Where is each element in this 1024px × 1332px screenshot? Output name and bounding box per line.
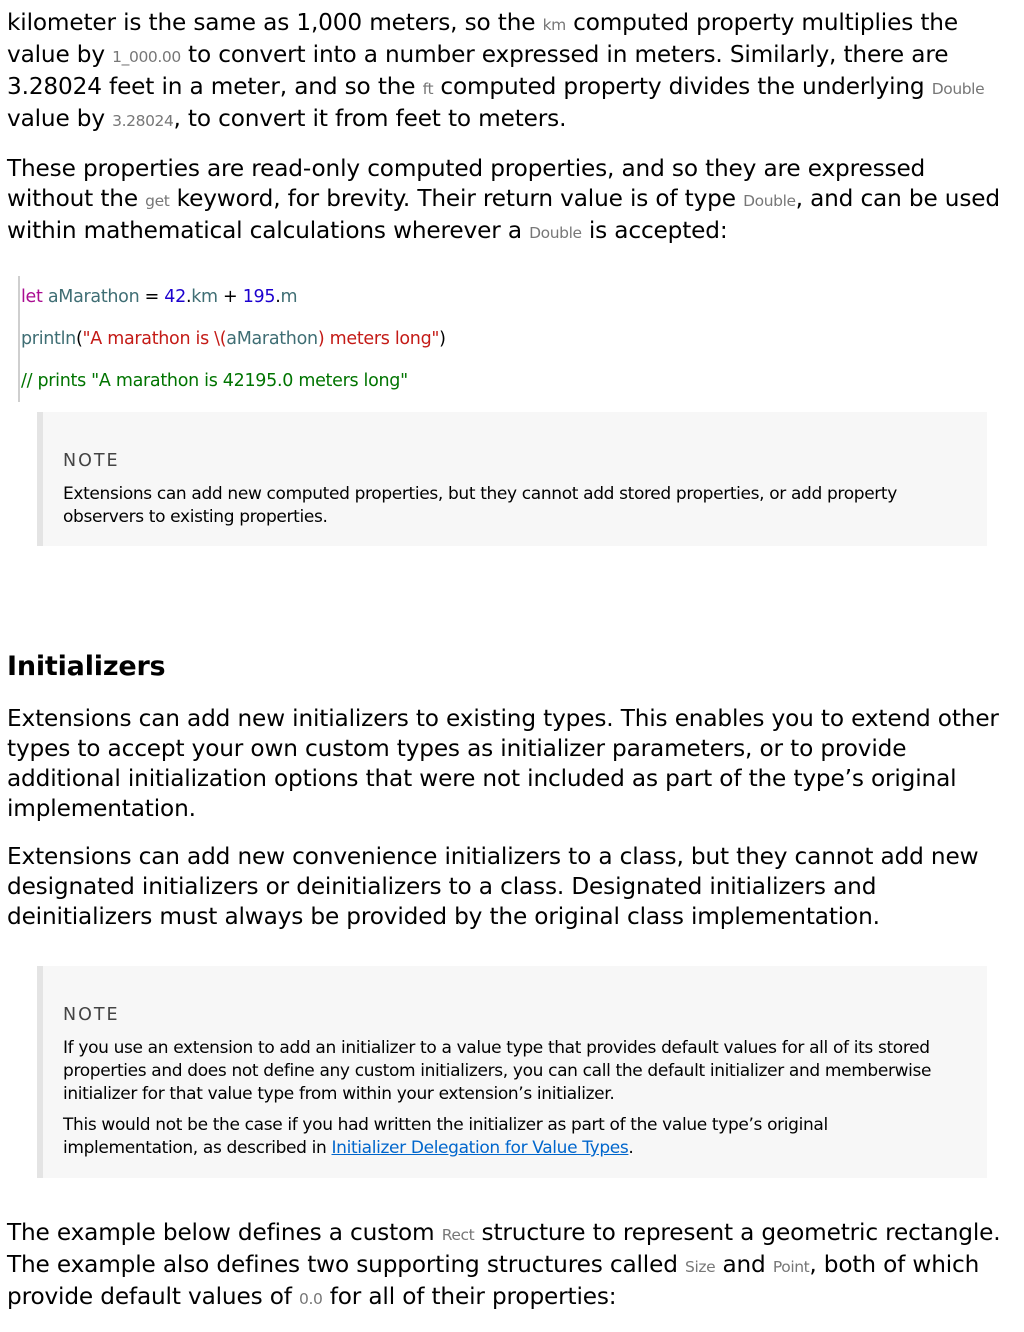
paragraph-unit-conversion — [7, 8, 1017, 136]
note-label: NOTE — [63, 1005, 120, 1025]
inline-code: km — [542, 16, 566, 34]
code-comment: prints "A marathon is 42195.0 meters long" — [37, 371, 408, 391]
inline-code: 1_000.00 — [112, 48, 181, 66]
text: and — [715, 1251, 773, 1278]
inline-code: Double — [529, 224, 582, 242]
code-paren: ( — [75, 329, 83, 349]
code-comment-marker: // — [21, 371, 38, 391]
code-string: "A marathon is \( — [82, 329, 227, 349]
code-identifier: aMarathon — [226, 329, 318, 349]
inline-code: Size — [685, 1258, 716, 1276]
code-line-2 — [20, 324, 1017, 366]
text: kilometer is the same as 1,000 meters, so the — [7, 9, 543, 36]
code-block-marathon — [18, 276, 1017, 402]
paragraph-rect-example — [7, 1218, 1017, 1314]
text: keyword, for brevity. Their return value is of type — [169, 185, 744, 212]
inline-code: Double — [931, 80, 985, 98]
paragraph-convenience-initializers: Extensions can add new convenience initializers to a class, but they cannot add new designated initializers or deinitializers to a class. Designated initializers and deinitializers must always be provided by the original class implementation. — [7, 843, 979, 930]
note-text: If you use an extension to add an initializer to a value type that provides default values for all of its stored properties and does not define any custom initializers, you can call the default initializer and memberwise initializer for that value type from within your extension’s initializer. — [63, 1038, 932, 1104]
inline-code: get — [145, 192, 170, 210]
text: The example below defines a custom — [7, 1219, 442, 1246]
text: These properties are read-only computed properties, and so they are expressed without the — [7, 155, 926, 212]
text: value by — [7, 105, 113, 132]
text: to convert into a number expressed in meters. Similarly, there are 3.28024 feet in a meter, and so the — [7, 41, 949, 100]
inline-code: Double — [743, 192, 796, 210]
code-number: 42 — [164, 287, 186, 307]
text: This would not be the case if you had written the initializer as part of the value type’s original implementation, as described in — [63, 1115, 828, 1158]
text: computed property multiplies the value by — [7, 9, 958, 68]
text: is accepted: — [581, 217, 728, 244]
document-page — [7, 8, 1017, 1332]
section-heading-initializers: Initializers — [7, 651, 166, 682]
note-text — [63, 1114, 957, 1160]
paragraph-initializers-intro: Extensions can add new initializers to existing types. This enables you to extend other types to accept your own custom types as initializer parameters, or to provide additional initialization options that were not included as part of the type’s original implementation. — [7, 705, 999, 822]
note-computed-properties — [37, 412, 987, 546]
code-property: m — [280, 287, 298, 307]
note-text: Extensions can add new computed properties, but they cannot add stored properties, or add property observers to existing properties. — [63, 484, 897, 527]
paragraph-read-only — [7, 154, 1017, 248]
text: computed property divides the underlying — [433, 73, 932, 100]
inline-code: 0.0 — [299, 1290, 323, 1308]
code-line-3 — [20, 366, 1017, 408]
code-operator: + — [217, 287, 243, 307]
code-number: 195 — [242, 287, 276, 307]
inline-code: Rect — [441, 1226, 475, 1244]
text: , both of which provide default values of — [7, 1251, 980, 1310]
code-property: km — [191, 287, 218, 307]
initializer-delegation-link[interactable]: Initializer Delegation for Value Types — [331, 1138, 629, 1158]
inline-code: ft — [422, 80, 434, 98]
note-default-initializer — [37, 966, 987, 1178]
inline-code: Point — [772, 1258, 810, 1276]
text: , and can be used within mathematical calculations wherever a — [7, 185, 1000, 244]
code-line-1 — [20, 282, 1017, 324]
code-operator: = — [139, 287, 165, 307]
text: structure to represent a geometric rectangle. The example also defines two supporting structures called — [7, 1219, 1001, 1278]
text: for all of their properties: — [322, 1283, 617, 1310]
inline-code: 3.28024 — [112, 112, 174, 130]
code-paren: ) — [439, 329, 446, 349]
code-string: ) meters long" — [317, 329, 440, 349]
code-function: println — [21, 329, 76, 349]
code-keyword: let — [21, 287, 43, 307]
text: , to convert it from feet to meters. — [173, 105, 567, 132]
text: . — [628, 1138, 634, 1158]
code-identifier: aMarathon — [42, 287, 140, 307]
note-label: NOTE — [63, 451, 120, 471]
code-dot: . — [275, 287, 281, 307]
code-dot: . — [185, 287, 192, 307]
